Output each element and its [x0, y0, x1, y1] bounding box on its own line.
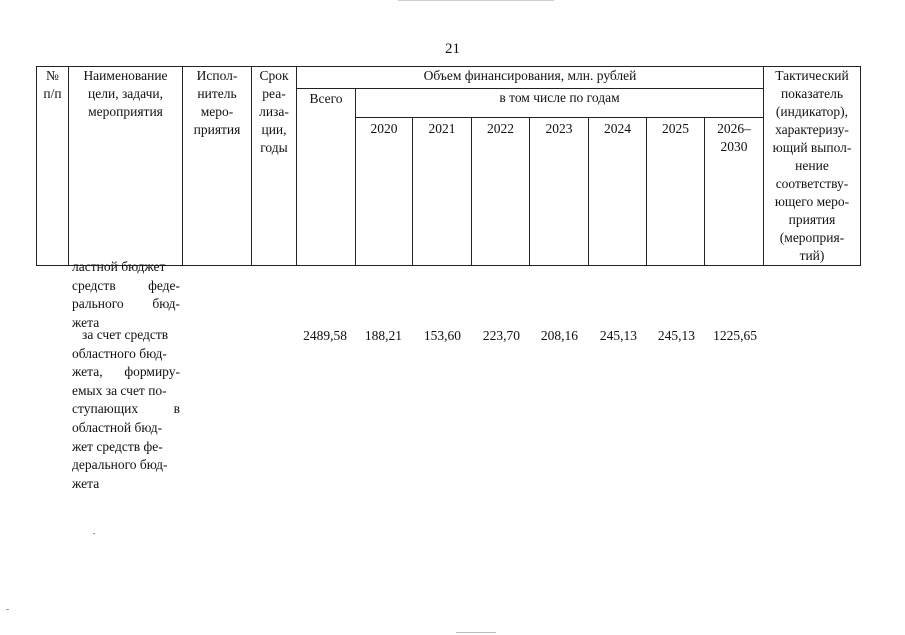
row-name-line: жета, формиру- [72, 364, 180, 380]
header-total: Всего [297, 89, 356, 266]
scan-speck [6, 609, 9, 610]
top-border-line [398, 0, 554, 1]
row-name-line: жет средств фе- [72, 438, 163, 454]
continuation-line: жета [72, 314, 100, 330]
header-year: 2021 [413, 118, 472, 266]
row-total: 2489,58 [303, 328, 347, 343]
header-year: 2020 [356, 118, 413, 266]
row-name-line: жета [72, 475, 100, 491]
row-name-line: емых за счет по- [72, 382, 167, 398]
header-number: № п/п [37, 67, 69, 266]
header-name: Наименование цели, задачи, мероприятия [69, 67, 183, 266]
row-value-2022: 223,70 [482, 328, 520, 343]
row-value-2020: 188,21 [364, 328, 402, 343]
row-value-2025: 245,13 [657, 328, 695, 343]
row-name-line: за счет средств [82, 327, 169, 342]
continuation-text [72, 258, 180, 332]
header-year: 2026– 2030 [705, 118, 764, 266]
financing-table [36, 66, 861, 266]
header-funding: Объем финансирования, млн. рублей [297, 67, 764, 89]
row-name [72, 326, 180, 493]
scan-speck [93, 533, 95, 534]
row-value-2023: 208,16 [540, 328, 578, 343]
header-by-year: в том числе по годам [356, 89, 764, 118]
continuation-line: ластной бюджет [72, 259, 166, 274]
row-name-line: областной бюд- [72, 419, 163, 435]
row-name-line: дерального бюд- [72, 457, 168, 473]
header-year: 2025 [647, 118, 705, 266]
row-value-2021: 153,60 [423, 328, 461, 343]
header-year: 2023 [530, 118, 589, 266]
continuation-line: рального бюд- [72, 296, 180, 312]
header-term: Срок реа- лиза- ции, годы [252, 67, 297, 266]
header-year: 2024 [589, 118, 647, 266]
page-number: 21 [445, 41, 460, 57]
row-value-2024: 245,13 [599, 328, 637, 343]
scan-speck [456, 632, 496, 633]
row-name-line: ступающих в [72, 401, 180, 417]
header-indicator: Тактический показатель (индикатор), характеризу- ющий выпол- нение соответству- ющего меро- приятия (мероприя- тий) [764, 67, 861, 266]
header-executor: Испол- нитель меро- приятия [183, 67, 252, 266]
row-name-line: областного бюд- [72, 345, 167, 361]
continuation-line: средств феде- [72, 277, 180, 293]
header-year: 2022 [472, 118, 530, 266]
row-value-2026-2030: 1225,65 [713, 328, 757, 343]
